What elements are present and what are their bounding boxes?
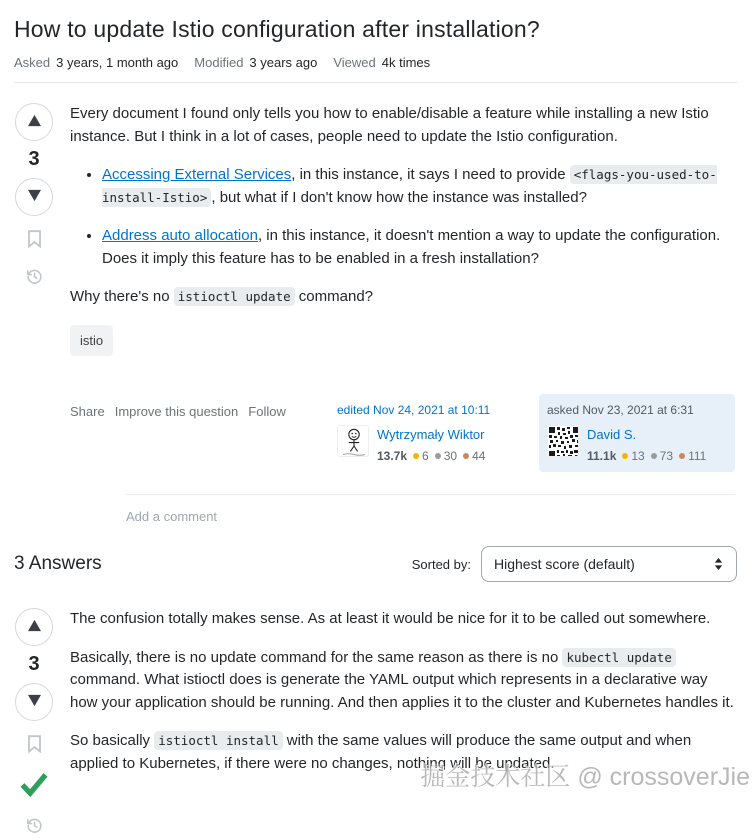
up-arrow-icon	[27, 114, 42, 130]
asked-date: asked Nov 23, 2021 at 6:31	[547, 403, 694, 417]
editor-avatar[interactable]	[337, 425, 369, 457]
sort-select-value: Highest score (default)	[494, 556, 635, 572]
bullet-1-text: , in this instance, it says I need to provide	[291, 166, 570, 183]
answer-paragraph-3	[70, 730, 735, 775]
edited-date-link[interactable]: edited Nov 24, 2021 at 10:11	[337, 403, 491, 417]
up-arrow-icon	[27, 619, 42, 635]
question-bullet-1	[102, 164, 735, 209]
question-meta	[14, 55, 737, 83]
editor-gold-badge: 6	[413, 447, 429, 465]
page-title: How to update Istio configuration after installation?	[14, 16, 540, 42]
bullet-1-tail: , but what if I don't know how the instance was installed?	[211, 188, 587, 206]
modified-label: Modified	[194, 55, 244, 70]
answer-p3-tail: with the same values will produce the same output and when applied to Kubernetes, if there were no changes, nothing will be updated.	[70, 732, 692, 772]
editor-rep-number: 13.7k	[377, 448, 408, 463]
site-watermark: 掘金技术社区 @ crossoverJie	[420, 763, 750, 791]
meta-modified	[194, 55, 317, 70]
asked-label: Asked	[14, 55, 51, 70]
down-arrow-icon	[27, 189, 42, 205]
editor-silver-badge: 30	[435, 447, 457, 465]
sort-select[interactable]	[481, 546, 737, 582]
question-bullet-list	[70, 164, 735, 270]
answer-history-button[interactable]	[25, 816, 44, 840]
asker-name[interactable]: David S.	[587, 427, 637, 442]
editor-reputation	[377, 447, 485, 465]
edited-signature-card	[329, 394, 525, 472]
bullet-2-text: , in this instance, it doesn't mention a way to update the configuration. Does it imply this feature has to be enabled in a fresh installation?	[102, 227, 721, 267]
share-link[interactable]: Share	[70, 404, 105, 419]
asked-value: 3 years, 1 month ago	[56, 55, 179, 70]
answer-paragraph-1: The confusion totally makes sense. As at least it would be nice for it to be called out somewhere.	[70, 610, 711, 627]
editor-name[interactable]: Wytrzymały Wiktor	[377, 427, 485, 442]
history-button[interactable]	[25, 267, 44, 291]
question-post	[14, 103, 737, 526]
question-action-row	[70, 394, 735, 472]
viewed-value: 4k times	[381, 55, 431, 70]
answer-p2-text: Basically, there is no update command for the same reason as there is no	[70, 648, 563, 666]
asker-bronze-badge: 111	[679, 447, 706, 465]
question-vote-column	[14, 103, 54, 526]
answers-header	[14, 546, 737, 582]
question-closing	[70, 286, 735, 309]
accepted-check-icon	[19, 772, 49, 802]
asker-avatar[interactable]	[547, 425, 579, 457]
upvote-button[interactable]	[15, 103, 53, 141]
asker-gold-badge: 13	[622, 447, 644, 465]
question-action-links	[70, 394, 286, 422]
meta-asked	[14, 55, 178, 70]
editor-user-row	[337, 425, 517, 465]
asked-signature-card	[539, 394, 735, 472]
closing-code: istioctl update	[174, 287, 295, 306]
viewed-label: Viewed	[333, 55, 376, 70]
answer-p2-tail: command. What istioctl does is generate the YAML output which represents in a declarative way how your application should be running. And then applies it to the cluster and Kubernetes handles it.	[70, 671, 734, 711]
signature-cards	[329, 394, 735, 472]
asker-info	[587, 425, 706, 465]
question-body	[70, 103, 735, 526]
answer-bookmark-button[interactable]	[27, 735, 42, 758]
question-bullet-2	[102, 225, 735, 270]
editor-bronze-badge: 44	[463, 447, 485, 465]
meta-viewed	[333, 55, 430, 70]
tag-row	[70, 325, 735, 357]
answers-count-heading: 3 Answers	[14, 553, 102, 574]
answer-body	[70, 608, 735, 840]
bullet-1-code: <flags-you-used-to-install-Istio>	[102, 167, 717, 205]
answer-vote-count: 3	[28, 653, 40, 675]
answer-vote-column	[14, 608, 54, 840]
downvote-button[interactable]	[15, 178, 53, 216]
down-arrow-icon	[27, 694, 42, 710]
history-icon	[25, 267, 44, 291]
history-icon	[25, 816, 44, 840]
answer-upvote-button[interactable]	[15, 608, 53, 646]
answer-downvote-button[interactable]	[15, 683, 53, 721]
asker-user-row	[547, 425, 727, 465]
answer-paragraph-2	[70, 647, 735, 715]
improve-question-link[interactable]: Improve this question	[114, 404, 239, 419]
answer-p3-text: So basically	[70, 732, 155, 749]
bookmark-button[interactable]	[27, 230, 42, 253]
tag-istio[interactable]: istio	[70, 325, 113, 357]
question-intro: Every document I found only tells you how to enable/disable a feature while installing a new Istio instance. But I think in a lot of cases, people need to update the Istio configuration.	[70, 105, 709, 145]
sorted-by-label: Sorted by:	[411, 556, 471, 572]
add-comment-link[interactable]: Add a comment	[126, 494, 735, 527]
answer-post	[14, 608, 737, 840]
modified-value[interactable]: 3 years ago	[249, 55, 318, 70]
link-accessing-external-services[interactable]: Accessing External Services	[102, 166, 292, 183]
answer-p2-code: kubectl update	[562, 648, 675, 667]
updown-caret-icon	[713, 557, 724, 571]
follow-link[interactable]: Follow	[248, 404, 286, 419]
closing-tail: command?	[294, 288, 374, 305]
asker-silver-badge: 73	[651, 447, 673, 465]
asker-reputation	[587, 447, 706, 465]
closing-text: Why there's no	[70, 288, 174, 305]
editor-info	[377, 425, 485, 465]
sort-box	[412, 546, 737, 582]
link-address-auto-allocation[interactable]: Address auto allocation	[102, 227, 258, 244]
asker-rep-number: 11.1k	[587, 448, 617, 463]
bookmark-icon	[27, 230, 42, 253]
accepted-answer-indicator	[19, 772, 49, 802]
answer-p3-code: istioctl install	[154, 731, 282, 750]
bookmark-icon	[27, 735, 42, 758]
question-vote-count: 3	[28, 148, 40, 170]
